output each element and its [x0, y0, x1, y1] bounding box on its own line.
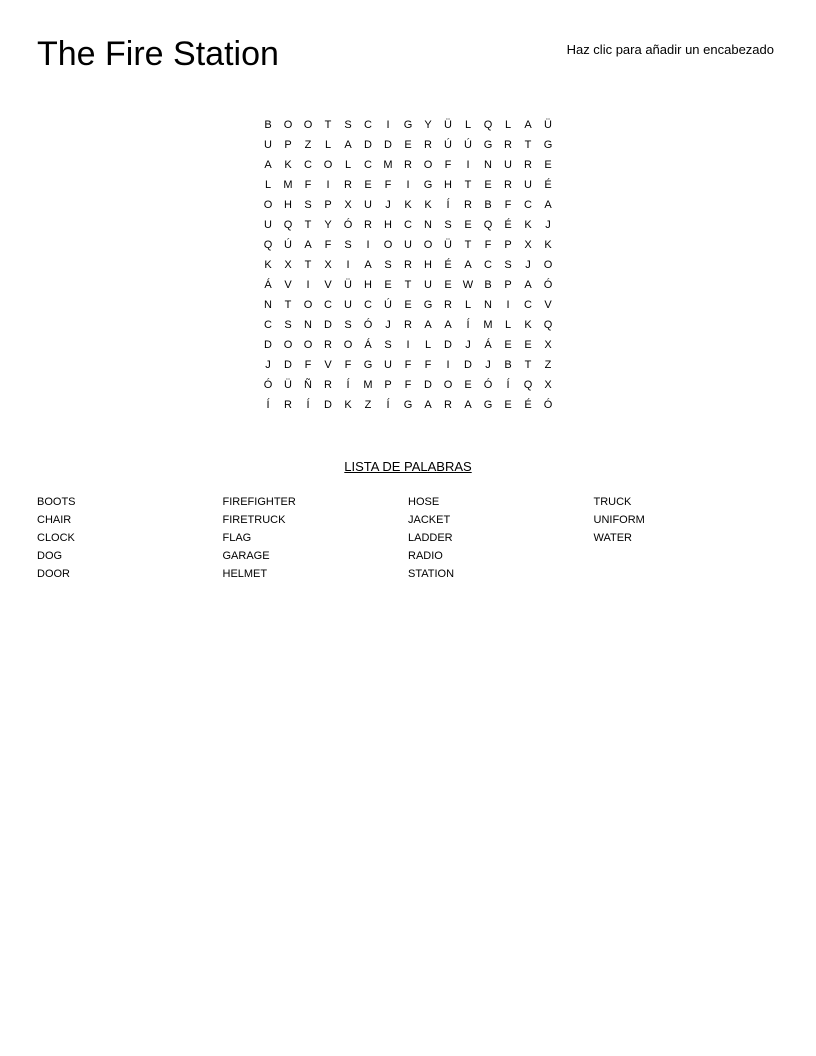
- grid-letter: E: [484, 179, 492, 191]
- grid-letter: J: [385, 199, 391, 211]
- grid-letter: E: [504, 399, 512, 411]
- grid-letter: O: [283, 339, 293, 351]
- grid-letter: E: [464, 219, 472, 231]
- grid-letter: X: [524, 239, 532, 251]
- page-title: The Fire Station: [37, 35, 279, 73]
- grid-letter: C: [364, 159, 372, 171]
- grid-letter: R: [404, 159, 412, 171]
- grid-letter: O: [303, 299, 313, 311]
- grid-letter: G: [423, 179, 433, 191]
- grid-letter: D: [444, 339, 452, 351]
- grid-letter: Í: [266, 399, 270, 411]
- word-search-grid: [258, 115, 558, 415]
- grid-letter: V: [324, 359, 332, 371]
- grid-letter: A: [544, 199, 552, 211]
- grid-letter: X: [544, 339, 552, 351]
- grid-letter: S: [504, 259, 512, 271]
- grid-letter: N: [424, 219, 432, 231]
- word-list-column: [37, 493, 223, 583]
- grid-letter: A: [424, 399, 432, 411]
- grid-letter: O: [383, 239, 393, 251]
- grid-letter: Ó: [543, 279, 553, 291]
- word-list-item: BOOTS: [37, 496, 76, 508]
- grid-letter: D: [284, 359, 292, 371]
- grid-letter: J: [465, 339, 471, 351]
- grid-row: [258, 115, 558, 135]
- grid-letter: Z: [304, 139, 312, 151]
- grid-letter: H: [424, 259, 432, 271]
- grid-letter: K: [344, 399, 352, 411]
- grid-row: [258, 335, 558, 355]
- grid-letter: O: [423, 239, 433, 251]
- grid-letter: Ü: [284, 379, 292, 391]
- grid-letter: Q: [483, 219, 493, 231]
- grid-letter: Q: [483, 119, 493, 131]
- word-list-item: CHAIR: [37, 514, 72, 526]
- grid-letter: Y: [424, 119, 432, 131]
- grid-letter: N: [264, 299, 272, 311]
- grid-letter: L: [344, 159, 352, 171]
- grid-letter: E: [404, 139, 412, 151]
- grid-letter: P: [284, 139, 292, 151]
- grid-letter: E: [544, 159, 552, 171]
- grid-letter: Ú: [464, 139, 472, 151]
- grid-letter: Q: [523, 379, 533, 391]
- grid-letter: U: [504, 159, 512, 171]
- grid-row: [258, 215, 558, 235]
- grid-letter: R: [404, 319, 412, 331]
- grid-letter: V: [324, 279, 332, 291]
- grid-letter: O: [443, 379, 453, 391]
- grid-letter: R: [284, 399, 292, 411]
- grid-letter: L: [424, 339, 432, 351]
- word-list-column: [594, 493, 780, 583]
- grid-letter: F: [424, 359, 432, 371]
- grid-letter: K: [404, 199, 412, 211]
- grid-letter: U: [404, 239, 412, 251]
- grid-letter: N: [484, 299, 492, 311]
- grid-row: [258, 295, 558, 315]
- grid-letter: E: [464, 379, 472, 391]
- word-list-item: STATION: [408, 568, 455, 580]
- grid-letter: Ñ: [304, 379, 312, 391]
- grid-letter: A: [464, 259, 472, 271]
- grid-letter: B: [264, 119, 272, 131]
- grid-letter: F: [384, 179, 392, 191]
- grid-letter: P: [504, 279, 512, 291]
- grid-letter: S: [444, 219, 452, 231]
- grid-letter: D: [264, 339, 272, 351]
- grid-letter: T: [464, 179, 472, 191]
- grid-letter: G: [403, 119, 413, 131]
- grid-row: [258, 235, 558, 255]
- grid-letter: C: [524, 199, 532, 211]
- word-list-item: JACKET: [408, 514, 451, 526]
- grid-letter: D: [324, 399, 332, 411]
- grid-letter: Ó: [363, 319, 373, 331]
- grid-letter: J: [545, 219, 551, 231]
- grid-letter: U: [384, 359, 392, 371]
- grid-letter: I: [406, 179, 410, 191]
- grid-letter: C: [304, 159, 312, 171]
- grid-letter: Q: [543, 319, 553, 331]
- grid-letter: K: [524, 219, 532, 231]
- grid-letter: Ó: [543, 399, 553, 411]
- grid-letter: L: [464, 119, 472, 131]
- grid-letter: K: [424, 199, 432, 211]
- grid-letter: A: [444, 319, 452, 331]
- grid-letter: E: [444, 279, 452, 291]
- grid-letter: X: [284, 259, 292, 271]
- grid-row: [258, 375, 558, 395]
- word-list-item: LADDER: [408, 532, 453, 544]
- grid-letter: I: [446, 359, 450, 371]
- grid-row: [258, 135, 558, 155]
- word-list-item: HELMET: [222, 568, 268, 580]
- grid-letter: X: [544, 379, 552, 391]
- grid-letter: O: [303, 339, 313, 351]
- grid-letter: A: [524, 119, 532, 131]
- grid-letter: M: [383, 159, 393, 171]
- grid-letter: S: [384, 259, 392, 271]
- grid-letter: R: [404, 259, 412, 271]
- grid-letter: D: [384, 139, 392, 151]
- grid-row: [258, 155, 558, 175]
- grid-letter: R: [324, 379, 332, 391]
- grid-letter: Ó: [483, 379, 493, 391]
- grid-row: [258, 255, 558, 275]
- grid-row: [258, 195, 558, 215]
- grid-letter: Z: [544, 359, 552, 371]
- grid-letter: T: [404, 279, 412, 291]
- grid-letter: K: [524, 319, 532, 331]
- grid-letter: M: [363, 379, 373, 391]
- grid-letter: Ú: [444, 139, 452, 151]
- grid-row: [258, 275, 558, 295]
- grid-letter: C: [404, 219, 412, 231]
- grid-row: [258, 395, 558, 415]
- word-list: [37, 493, 779, 583]
- grid-letter: A: [464, 399, 472, 411]
- grid-letter: F: [504, 199, 512, 211]
- grid-letter: S: [384, 339, 392, 351]
- grid-letter: A: [344, 139, 352, 151]
- grid-letter: U: [344, 299, 352, 311]
- grid-letter: P: [324, 199, 332, 211]
- grid-letter: S: [344, 319, 352, 331]
- grid-letter: Í: [346, 379, 350, 391]
- grid-letter: D: [324, 319, 332, 331]
- grid-letter: D: [364, 139, 372, 151]
- grid-letter: Í: [446, 199, 450, 211]
- grid-letter: Y: [324, 219, 332, 231]
- grid-letter: B: [484, 279, 492, 291]
- grid-letter: K: [284, 159, 292, 171]
- grid-letter: T: [304, 259, 312, 271]
- grid-letter: J: [385, 319, 391, 331]
- grid-letter: R: [504, 179, 512, 191]
- grid-letter: W: [462, 279, 474, 291]
- word-list-item: DOOR: [37, 568, 70, 580]
- grid-letter: Í: [386, 399, 390, 411]
- word-list-item: DOG: [37, 550, 63, 562]
- grid-letter: Z: [364, 399, 372, 411]
- grid-letter: F: [444, 159, 452, 171]
- word-list-column: [223, 493, 409, 583]
- grid-letter: A: [364, 259, 372, 271]
- grid-letter: R: [424, 139, 432, 151]
- grid-letter: G: [363, 359, 373, 371]
- grid-letter: I: [406, 339, 410, 351]
- grid-letter: G: [543, 139, 553, 151]
- grid-letter: O: [303, 119, 313, 131]
- grid-letter: I: [506, 299, 510, 311]
- word-list-item: UNIFORM: [593, 514, 645, 526]
- grid-letter: G: [403, 399, 413, 411]
- grid-letter: Ü: [344, 279, 352, 291]
- grid-letter: F: [344, 359, 352, 371]
- grid-letter: O: [543, 259, 553, 271]
- word-list-item: WATER: [593, 532, 632, 544]
- grid-letter: Á: [264, 279, 272, 291]
- grid-letter: Í: [506, 379, 510, 391]
- grid-letter: J: [485, 359, 491, 371]
- grid-letter: S: [304, 199, 312, 211]
- grid-row: [258, 175, 558, 195]
- grid-letter: I: [326, 179, 330, 191]
- word-list-heading-text: LISTA DE PALABRAS: [344, 459, 472, 474]
- grid-letter: P: [504, 239, 512, 251]
- grid-letter: R: [464, 199, 472, 211]
- grid-letter: C: [524, 299, 532, 311]
- grid-letter: R: [324, 339, 332, 351]
- grid-letter: T: [524, 359, 532, 371]
- grid-letter: N: [304, 319, 312, 331]
- grid-letter: T: [304, 219, 312, 231]
- grid-letter: Ü: [444, 119, 452, 131]
- grid-letter: R: [444, 299, 452, 311]
- word-list-item: FIRETRUCK: [222, 514, 286, 526]
- word-list-item: HOSE: [408, 496, 440, 508]
- grid-letter: T: [464, 239, 472, 251]
- grid-letter: L: [464, 299, 472, 311]
- grid-letter: H: [284, 199, 292, 211]
- grid-letter: A: [264, 159, 272, 171]
- word-list-item: CLOCK: [37, 532, 75, 544]
- grid-letter: C: [364, 299, 372, 311]
- grid-letter: O: [263, 199, 273, 211]
- grid-letter: G: [483, 139, 493, 151]
- grid-letter: Ü: [444, 239, 452, 251]
- grid-letter: B: [484, 199, 492, 211]
- word-list-item: RADIO: [408, 550, 443, 562]
- grid-letter: S: [344, 239, 352, 251]
- grid-letter: H: [364, 279, 372, 291]
- header-placeholder[interactable]: Haz clic para añadir un encabezado: [566, 42, 774, 57]
- grid-letter: M: [483, 319, 493, 331]
- grid-letter: K: [264, 259, 272, 271]
- grid-row: [258, 315, 558, 335]
- grid-letter: L: [504, 319, 512, 331]
- grid-letter: R: [364, 219, 372, 231]
- grid-letter: L: [504, 119, 512, 131]
- grid-letter: Á: [484, 339, 492, 351]
- grid-letter: D: [424, 379, 432, 391]
- grid-letter: E: [384, 279, 392, 291]
- grid-letter: R: [444, 399, 452, 411]
- grid-letter: I: [306, 279, 310, 291]
- grid-letter: É: [524, 399, 532, 411]
- grid-letter: X: [344, 199, 352, 211]
- grid-letter: U: [264, 219, 272, 231]
- grid-letter: F: [304, 179, 312, 191]
- grid-letter: I: [466, 159, 470, 171]
- grid-letter: O: [423, 159, 433, 171]
- word-list-item: FIREFIGHTER: [222, 496, 296, 508]
- grid-letter: C: [364, 119, 372, 131]
- grid-row: [258, 355, 558, 375]
- grid-letter: A: [304, 239, 312, 251]
- grid-letter: A: [424, 319, 432, 331]
- grid-letter: Í: [306, 399, 310, 411]
- grid-letter: J: [265, 359, 271, 371]
- grid-letter: I: [346, 259, 350, 271]
- grid-letter: D: [464, 359, 472, 371]
- grid-letter: S: [284, 319, 292, 331]
- grid-letter: É: [544, 179, 552, 191]
- word-list-item: TRUCK: [593, 496, 632, 508]
- grid-letter: T: [324, 119, 332, 131]
- grid-letter: Á: [364, 339, 372, 351]
- grid-letter: R: [504, 139, 512, 151]
- grid-letter: F: [484, 239, 492, 251]
- grid-letter: U: [364, 199, 372, 211]
- grid-letter: Í: [466, 319, 470, 331]
- grid-letter: L: [264, 179, 272, 191]
- grid-letter: J: [525, 259, 531, 271]
- grid-letter: N: [484, 159, 492, 171]
- grid-letter: Q: [283, 219, 293, 231]
- grid-letter: É: [444, 259, 452, 271]
- grid-letter: C: [324, 299, 332, 311]
- grid-letter: X: [324, 259, 332, 271]
- grid-letter: O: [323, 159, 333, 171]
- grid-letter: R: [524, 159, 532, 171]
- grid-letter: V: [544, 299, 552, 311]
- grid-letter: E: [524, 339, 532, 351]
- grid-letter: T: [284, 299, 292, 311]
- grid-letter: B: [504, 359, 512, 371]
- grid-letter: É: [504, 219, 512, 231]
- word-list-column: [408, 493, 594, 583]
- grid-letter: K: [544, 239, 552, 251]
- grid-letter: U: [424, 279, 432, 291]
- grid-letter: Ú: [284, 239, 292, 251]
- word-list-item: FLAG: [222, 532, 252, 544]
- grid-letter: E: [364, 179, 372, 191]
- grid-letter: F: [404, 359, 412, 371]
- grid-letter: Ó: [263, 379, 273, 391]
- grid-letter: O: [343, 339, 353, 351]
- grid-letter: E: [404, 299, 412, 311]
- grid-letter: F: [404, 379, 412, 391]
- grid-letter: I: [386, 119, 390, 131]
- grid-letter: H: [444, 179, 452, 191]
- grid-letter: E: [504, 339, 512, 351]
- grid-letter: T: [524, 139, 532, 151]
- grid-letter: U: [524, 179, 532, 191]
- grid-letter: C: [484, 259, 492, 271]
- grid-letter: F: [304, 359, 312, 371]
- grid-letter: I: [366, 239, 370, 251]
- grid-letter: G: [423, 299, 433, 311]
- grid-letter: P: [384, 379, 392, 391]
- grid-letter: S: [344, 119, 352, 131]
- grid-letter: Q: [263, 239, 273, 251]
- grid-letter: A: [524, 279, 532, 291]
- grid-letter: Ó: [343, 219, 353, 231]
- grid-letter: V: [284, 279, 292, 291]
- word-list-heading: [0, 458, 816, 476]
- grid-letter: Ü: [544, 119, 552, 131]
- grid-letter: U: [264, 139, 272, 151]
- grid-letter: O: [283, 119, 293, 131]
- grid-letter: R: [344, 179, 352, 191]
- grid-letter: C: [264, 319, 272, 331]
- grid-letter: Ú: [384, 299, 392, 311]
- grid-letter: M: [283, 179, 293, 191]
- grid-letter: H: [384, 219, 392, 231]
- grid-letter: L: [324, 139, 332, 151]
- grid-letter: F: [324, 239, 332, 251]
- grid-letter: G: [483, 399, 493, 411]
- word-list-item: GARAGE: [222, 550, 270, 562]
